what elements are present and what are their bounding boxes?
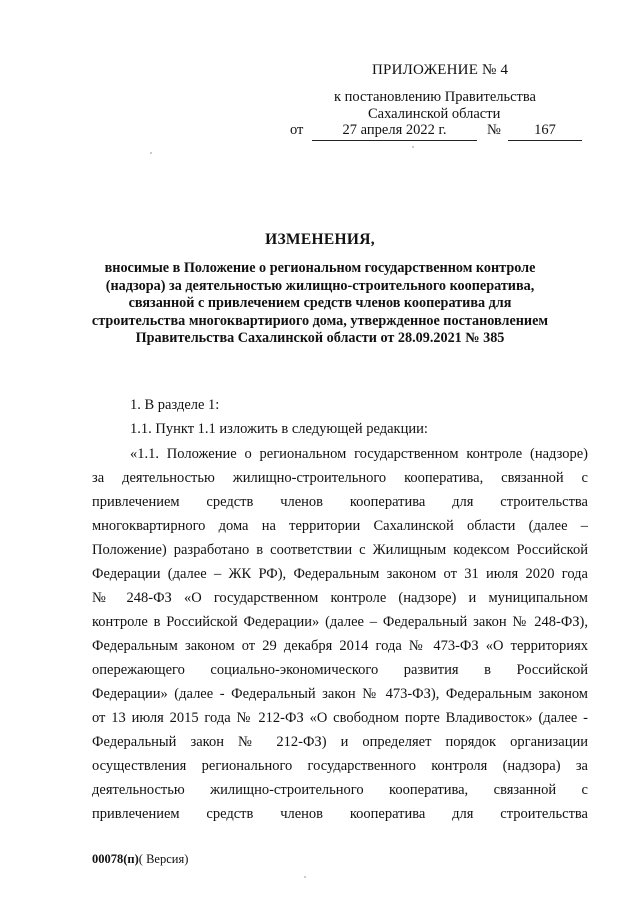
scan-speck — [304, 876, 306, 878]
body-line: Положение) разработано в соответствии с Жилищным кодексом Российской — [92, 542, 588, 558]
appendix-region-line: Сахалинской области — [368, 106, 501, 122]
body-line: осуществления регионального государственного контроля (надзора) за — [92, 758, 588, 774]
document-version: ( Версия) — [138, 852, 189, 866]
resolution-number: 167 — [508, 122, 582, 141]
body-line: Федеральный закон № 212-ФЗ) и определяет порядок организации — [92, 734, 588, 750]
document-code: 00078(п) — [92, 852, 139, 866]
subheading-line: строительства многоквартириого дома, утвержденное постановлением — [91, 312, 549, 329]
body-line: Федерации» (далее - Федеральный закон № 473-ФЗ), Федеральным законом — [92, 686, 588, 702]
body-line: привлечением средств членов кооператива для строительства — [92, 494, 588, 510]
scan-speck — [412, 146, 414, 148]
section-paragraph: 1. В разделе 1: — [130, 397, 220, 413]
subheading-line: (надзора) за деятельностью жилищно-строительного кооператива, — [105, 277, 535, 294]
body-line: «1.1. Положение о региональном государственном контроле (надзоре) — [130, 446, 588, 462]
number-label: № — [487, 122, 501, 138]
body-line: контроле в Российской Федерации» (далее – Федеральный закон № 248-ФЗ), — [92, 614, 588, 630]
appendix-date-row — [290, 122, 590, 144]
ot-label: от — [290, 122, 304, 138]
resolution-date: 27 апреля 2022 г. — [312, 122, 477, 141]
subheading-line: вносимые в Положение о региональном государственном контроле — [104, 260, 536, 276]
body-line: № 248-ФЗ «О государственном контроле (надзоре) и муниципальном — [92, 590, 588, 606]
body-line: Федеральным законом от 29 декабря 2014 года № 473-ФЗ «О территориях — [92, 638, 588, 654]
appendix-title: ПРИЛОЖЕНИЕ № 4 — [372, 62, 509, 78]
document-subheading — [80, 260, 560, 348]
body-line: Федерации (далее – ЖК РФ), Федеральным законом от 31 июля 2020 года — [92, 566, 588, 582]
document-heading: ИЗМЕНЕНИЯ, — [265, 231, 375, 248]
body-line: привлечением средств членов кооператива для строительства — [92, 806, 588, 822]
appendix-to-line: к постановлению Правительства — [334, 89, 536, 105]
body-line: деятельностью жилищно-строительного кооператива, связанной с — [92, 782, 588, 798]
document-footer — [92, 852, 188, 867]
point-paragraph: 1.1. Пункт 1.1 изложить в следующей редакции: — [130, 421, 428, 437]
body-line: многоквартирного дома на территории Сахалинской области (далее – — [92, 518, 588, 534]
body-line: опережающего социально-экономического развития в Российской — [92, 662, 588, 678]
subheading-line: связанной с привлечением средств членов кооператива для — [128, 295, 512, 311]
scan-speck — [150, 152, 152, 154]
body-line: за деятельностью жилищно-строительного кооператива, связанной с — [92, 470, 588, 486]
body-line: от 13 июля 2015 года № 212-ФЗ «О свободном порте Владивосток» (далее - — [92, 710, 588, 726]
subheading-line: Правительства Сахалинской области от 28.09.2021 № 385 — [135, 330, 505, 346]
